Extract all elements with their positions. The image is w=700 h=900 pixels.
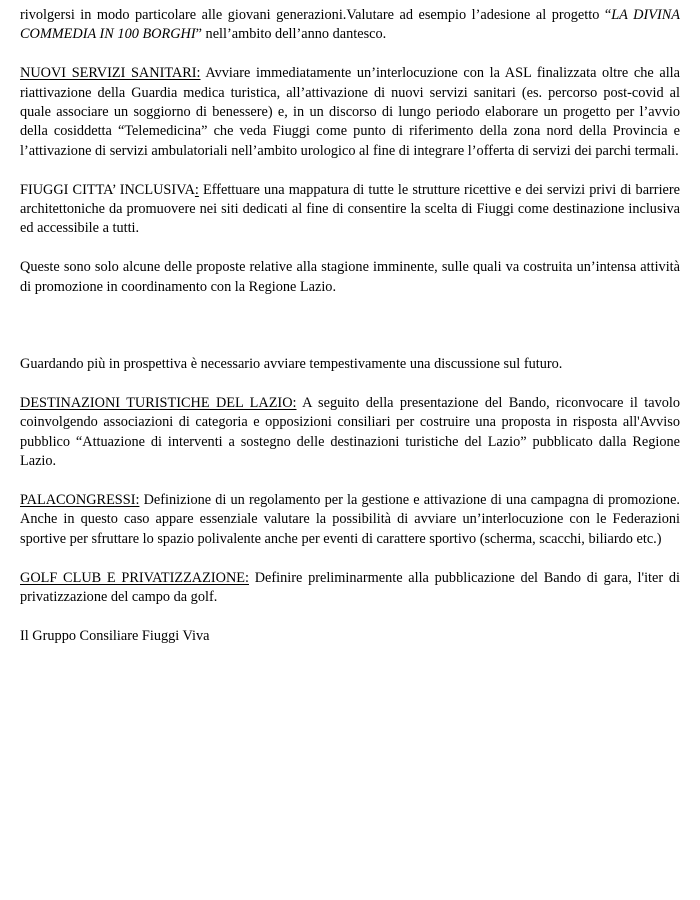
intro-text-after: ” nell’ambito dell’anno dantesco.: [195, 26, 387, 43]
spacer: [20, 316, 680, 355]
project-title: LA DIVINA COMMEDIA IN 100 BORGHI: [20, 7, 680, 43]
intro-paragraph: [20, 6, 680, 45]
section-fiuggi-citta-inclusiva: [20, 181, 680, 239]
signature: Il Gruppo Consiliare Fiuggi Viva: [20, 627, 210, 644]
long-term-intro-paragraph: Guardando più in prospettiva è necessario avviare tempestivamente una discussione sul futuro.: [20, 356, 563, 373]
section-nuovi-servizi-sanitari: [20, 64, 680, 161]
intro-text-before: rivolgersi in modo particolare alle giovani generazioni.Valutare ad esempio l’adesione al progetto “: [20, 7, 612, 23]
section-body: A seguito della presentazione del Bando, riconvocare il tavolo coinvolgendo associazioni di categoria e opposizioni consiliari per costruire una proposta in risposta all'Avviso pubblico “Attuazione di interventi a sostegno delle destinazioni turistiche del Lazio” pubblicato dalla Regione Lazio.: [20, 395, 681, 470]
document-page: [20, 6, 680, 666]
closing-short-term-paragraph: Queste sono solo alcune delle proposte relative alla stagione imminente, sulle quali va costruita un’intensa attività di promozione in coordinamento con la Regione Lazio.: [20, 259, 680, 295]
section-golf-club: [20, 569, 680, 608]
section-palacongressi: [20, 491, 680, 549]
section-heading-colon: :: [194, 181, 199, 198]
section-heading: NUOVI SERVIZI SANITARI:: [20, 65, 201, 82]
section-destinazioni-turistiche: [20, 394, 680, 472]
section-body: Definizione di un regolamento per la gestione e attivazione di una campagna di promozione. Anche in questo caso appare essenziale valutare la possibilità di avviare un’interlocuzione con le Federazioni sportive per sfruttare lo spazio polivalente anche per eventi di carattere sportivo (scherma, scacchi, biliardo etc.): [20, 492, 680, 547]
section-body: Effettuare una mappatura di tutte le strutture ricettive e dei servizi privi di barriere architettoniche da promuovere nei siti dedicati al fine di consentire la scelta di Fiuggi come destinazione inclusiva ed accessibile a tutti.: [20, 181, 680, 237]
section-heading: PALACONGRESSI:: [20, 492, 140, 509]
section-heading: FIUGGI CITTA’ INCLUSIVA: [20, 181, 195, 198]
section-body: Definire preliminarmente alla pubblicazione del Bando di gara, l'iter di privatizzazione del campo da golf.: [20, 569, 680, 606]
section-heading: GOLF CLUB E PRIVATIZZAZIONE:: [20, 569, 249, 586]
section-body: Avviare immediatamente un’interlocuzione con la ASL finalizzata oltre che alla riattivazione della Guardia medica turistica, all’attivazione di nuovi servizi sanitari (es. percorso post-covid al quale associare un soggiorno di benessere) e, in un discorso di lungo periodo elaborare un progetto per l’avvio della cosiddetta “Telemedicina” che veda Fiuggi come punto di riferimento della zona nord della Provincia e l’attivazione di servizi ambulatoriali nell’ambito urologico al fine di integrare l’offerta di servizi dei parchi termali.: [20, 65, 680, 159]
section-heading: DESTINAZIONI TURISTICHE DEL LAZIO:: [20, 395, 297, 412]
